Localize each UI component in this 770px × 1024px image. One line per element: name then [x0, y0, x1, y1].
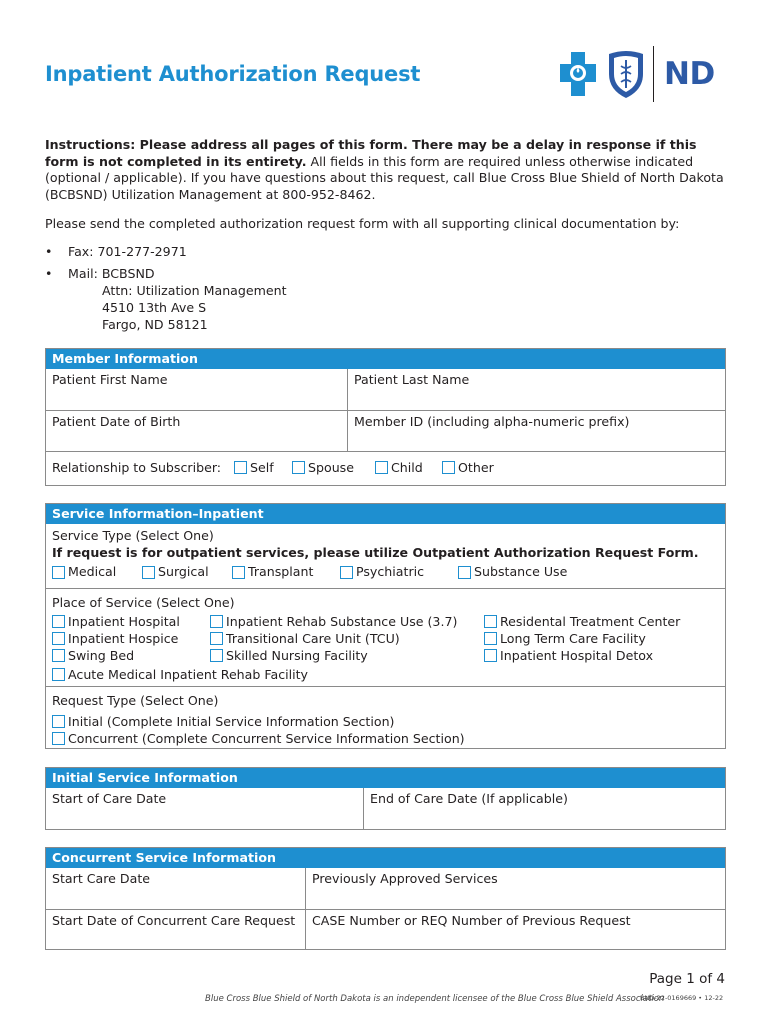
checkbox-icon[interactable]	[234, 461, 247, 474]
service-psychiatric-checkbox[interactable]: Psychiatric	[340, 561, 424, 583]
checkbox-icon[interactable]	[458, 566, 471, 579]
end-of-care-field[interactable]	[363, 788, 725, 829]
service-information-section	[45, 503, 726, 749]
start-concurrent-request-label: Start Date of Concurrent Care Request	[52, 913, 296, 928]
service-transplant-checkbox[interactable]: Transplant	[232, 561, 313, 583]
place-long-term-care-checkbox[interactable]: Long Term Care Facility	[484, 631, 646, 646]
relationship-row	[46, 452, 725, 485]
patient-last-name-label: Patient Last Name	[354, 372, 470, 387]
instructions	[45, 137, 725, 203]
service-information-header: Service Information–Inpatient	[46, 504, 725, 524]
checkbox-icon[interactable]	[52, 715, 65, 728]
start-care-date-label: Start Care Date	[52, 871, 151, 886]
checkbox-icon[interactable]	[210, 649, 223, 662]
concurrent-service-header: Concurrent Service Information	[46, 848, 725, 868]
request-initial-checkbox[interactable]: Initial (Complete Initial Service Information Section)	[52, 714, 394, 729]
place-of-service-label: Place of Service (Select One)	[52, 595, 235, 610]
checkbox-icon[interactable]	[52, 615, 65, 628]
checkbox-icon[interactable]	[52, 668, 65, 681]
checkbox-icon[interactable]	[484, 615, 497, 628]
relationship-child-checkbox[interactable]: Child	[375, 460, 423, 475]
address-line-2: 4510 13th Ave S	[102, 300, 207, 315]
case-number-field[interactable]	[305, 910, 725, 949]
form-code: BND-22-0169669 • 12-22	[640, 994, 724, 1002]
end-of-care-label: End of Care Date (If applicable)	[370, 791, 568, 806]
previously-approved-field[interactable]	[305, 868, 725, 909]
relationship-spouse-checkbox[interactable]: Spouse	[292, 460, 354, 475]
start-care-date-field[interactable]	[46, 868, 305, 909]
previously-approved-label: Previously Approved Services	[312, 871, 498, 886]
patient-first-name-label: Patient First Name	[52, 372, 168, 387]
place-residential-checkbox[interactable]: Residental Treatment Center	[484, 614, 680, 629]
bcbsnd-logo	[558, 46, 715, 102]
patient-last-name-field[interactable]	[347, 369, 725, 410]
checkbox-icon[interactable]	[52, 732, 65, 745]
relationship-other-checkbox[interactable]: Other	[442, 460, 494, 475]
member-information-header: Member Information	[46, 349, 725, 369]
checkbox-icon[interactable]	[210, 615, 223, 628]
request-concurrent-checkbox[interactable]: Concurrent (Complete Concurrent Service Information Section)	[52, 731, 465, 746]
place-inpatient-rehab-checkbox[interactable]: Inpatient Rehab Substance Use (3.7)	[210, 614, 457, 629]
place-detox-checkbox[interactable]: Inpatient Hospital Detox	[484, 648, 653, 663]
bullet: •	[45, 244, 53, 259]
service-substance-use-checkbox[interactable]: Substance Use	[458, 561, 567, 583]
relationship-self-checkbox[interactable]: Self	[234, 460, 274, 475]
mail-line: Mail: BCBSND	[68, 266, 155, 281]
checkbox-icon[interactable]	[210, 632, 223, 645]
checkbox-icon[interactable]	[375, 461, 388, 474]
checkbox-icon[interactable]	[52, 632, 65, 645]
checkbox-icon[interactable]	[484, 632, 497, 645]
relationship-label: Relationship to Subscriber:	[52, 460, 222, 475]
checkbox-icon[interactable]	[232, 566, 245, 579]
concurrent-service-section	[45, 847, 726, 950]
address-line-3: Fargo, ND 58121	[102, 317, 208, 332]
checkbox-icon[interactable]	[292, 461, 305, 474]
member-information-section	[45, 348, 726, 486]
send-instructions: Please send the completed authorization request form with all supporting clinical documentation by:	[45, 216, 680, 231]
service-type-block	[46, 524, 725, 588]
request-type-block	[46, 686, 725, 748]
page-number: Page 1 of 4	[649, 971, 725, 987]
outpatient-note: If request is for outpatient services, please utilize Outpatient Authorization Request Form.	[52, 545, 699, 560]
place-inpatient-hospital-checkbox[interactable]: Inpatient Hospital	[52, 614, 180, 629]
licensee-note: Blue Cross Blue Shield of North Dakota is an independent licensee of the Blue Cross Blue Shield Association	[205, 994, 665, 1004]
member-id-label: Member ID (including alpha-numeric prefix)	[354, 414, 630, 429]
instructions-text: All fields in this form are required unless otherwise indicated (optional / applicable). If you have questions about this request, call Blue Cross Blue Shield of North Dakota (BCBSND) Utilization Management at 800-952-8462.	[45, 153, 724, 202]
checkbox-icon[interactable]	[484, 649, 497, 662]
case-number-label: CASE Number or REQ Number of Previous Request	[312, 913, 631, 928]
start-concurrent-request-field[interactable]	[46, 910, 305, 949]
request-type-label: Request Type (Select One)	[52, 693, 219, 708]
checkbox-icon[interactable]	[340, 566, 353, 579]
fax-line: Fax: 701-277-2971	[68, 244, 187, 259]
logo-divider	[653, 46, 654, 102]
patient-dob-field[interactable]	[46, 411, 347, 451]
state-code: ND	[664, 56, 715, 92]
blue-cross-icon	[558, 48, 598, 100]
start-of-care-label: Start of Care Date	[52, 791, 167, 806]
place-of-service-block	[46, 588, 725, 686]
address-line-1: Attn: Utilization Management	[102, 283, 287, 298]
checkbox-icon[interactable]	[442, 461, 455, 474]
service-type-label: Service Type (Select One)	[52, 528, 214, 543]
page-title: Inpatient Authorization Request	[45, 62, 421, 86]
place-acute-rehab-checkbox[interactable]: Acute Medical Inpatient Rehab Facility	[52, 667, 308, 682]
patient-dob-label: Patient Date of Birth	[52, 414, 181, 429]
initial-service-section	[45, 767, 726, 830]
checkbox-icon[interactable]	[142, 566, 155, 579]
service-medical-checkbox[interactable]: Medical	[52, 561, 116, 583]
blue-shield-icon	[606, 48, 646, 100]
member-id-field[interactable]	[347, 411, 725, 451]
checkbox-icon[interactable]	[52, 566, 65, 579]
patient-first-name-field[interactable]	[46, 369, 347, 410]
place-swing-bed-checkbox[interactable]: Swing Bed	[52, 648, 134, 663]
instructions-bold: Instructions: Please address all pages of this form. There may be a delay in response if this form is not completed in its entirety.	[45, 137, 697, 169]
service-surgical-checkbox[interactable]: Surgical	[142, 561, 209, 583]
start-of-care-field[interactable]	[46, 788, 363, 829]
place-tcu-checkbox[interactable]: Transitional Care Unit (TCU)	[210, 631, 400, 646]
bullet: •	[45, 266, 53, 281]
initial-service-header: Initial Service Information	[46, 768, 725, 788]
place-snf-checkbox[interactable]: Skilled Nursing Facility	[210, 648, 368, 663]
place-inpatient-hospice-checkbox[interactable]: Inpatient Hospice	[52, 631, 178, 646]
checkbox-icon[interactable]	[52, 649, 65, 662]
